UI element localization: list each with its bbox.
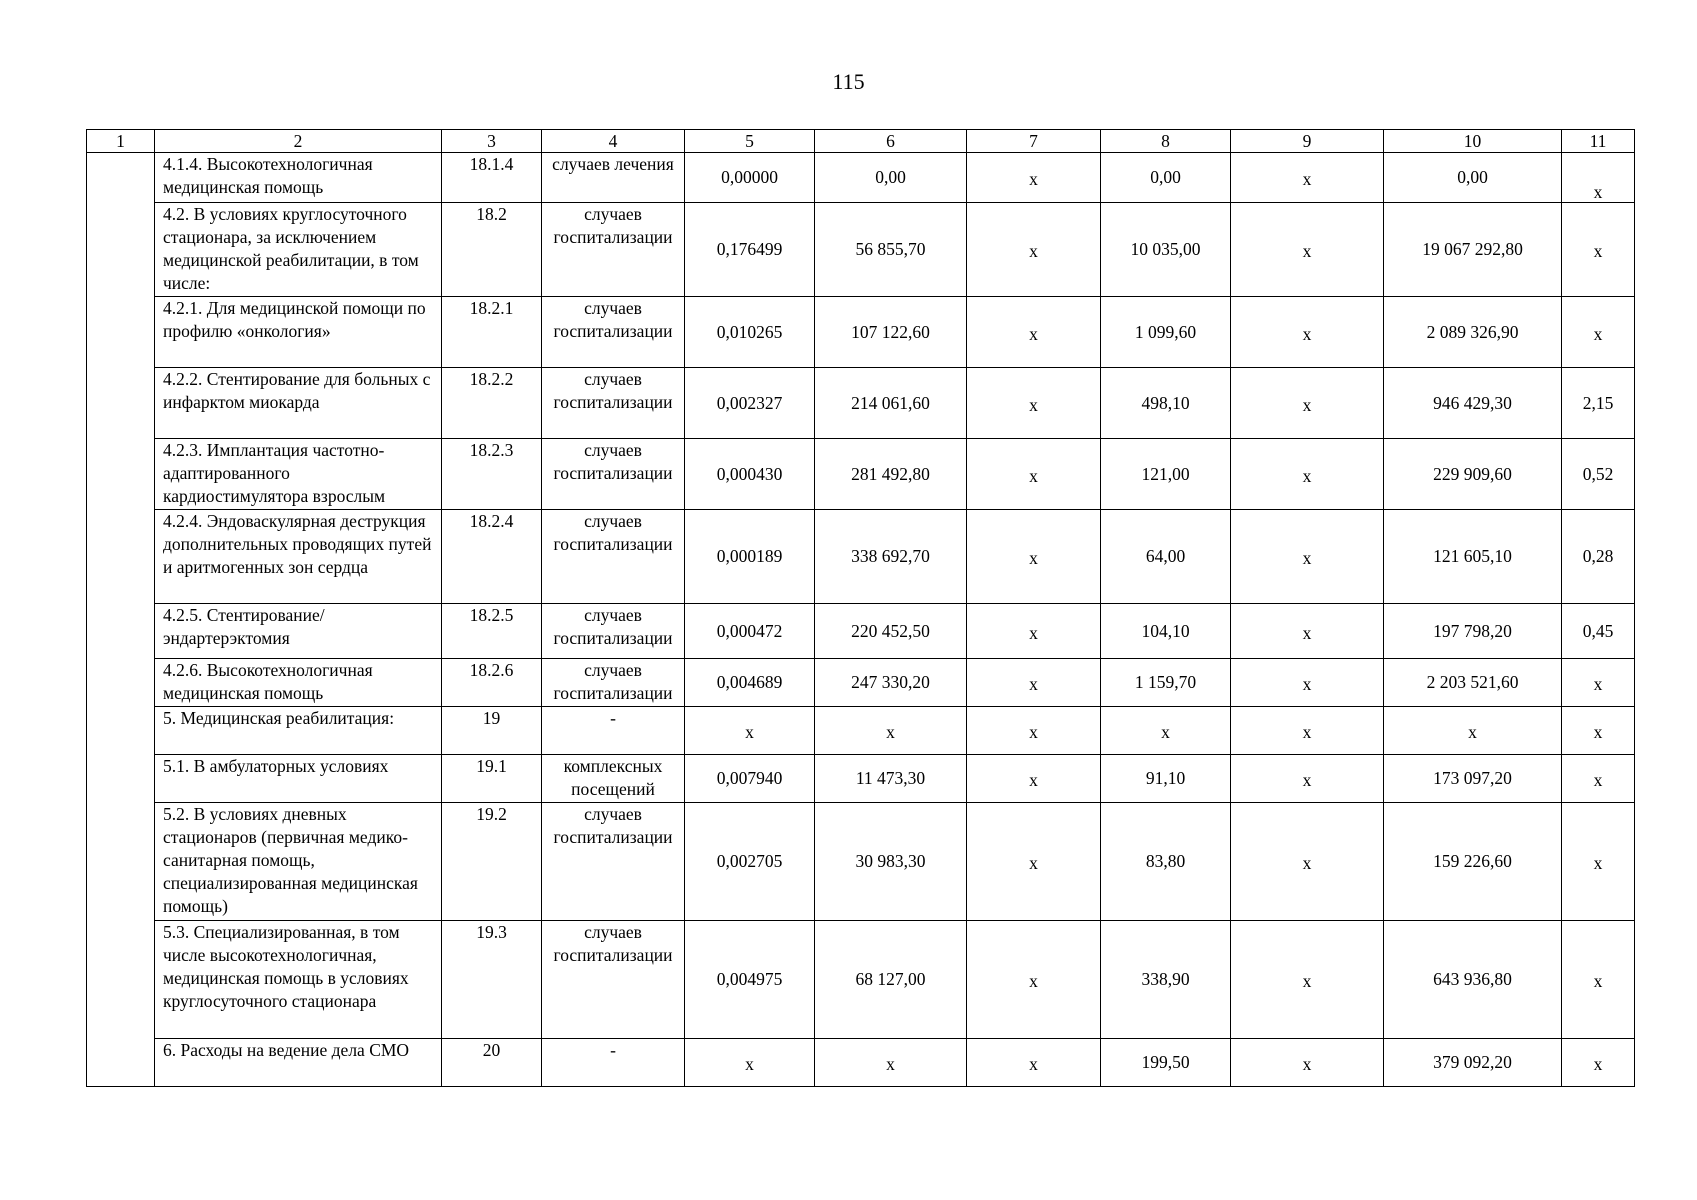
column-header: 4 bbox=[542, 130, 685, 153]
row-unit: - bbox=[542, 1039, 685, 1087]
cell-col10: х bbox=[1384, 707, 1562, 755]
table-row bbox=[87, 755, 1635, 803]
column-header: 3 bbox=[442, 130, 542, 153]
cell-col6: х bbox=[815, 707, 967, 755]
row-code: 18.2.6 bbox=[442, 659, 542, 707]
row-unit: случаев госпитализации bbox=[542, 803, 685, 921]
cell-col9: х bbox=[1231, 297, 1384, 368]
row-unit: случаев госпитализации bbox=[542, 604, 685, 659]
cell-col6: 11 473,30 bbox=[815, 755, 967, 803]
cell-col10: 121 605,10 bbox=[1384, 510, 1562, 604]
cell-col7: х bbox=[967, 755, 1101, 803]
cell-col7: х bbox=[967, 921, 1101, 1039]
row-unit: - bbox=[542, 707, 685, 755]
column-header: 11 bbox=[1562, 130, 1635, 153]
cell-col8: 498,10 bbox=[1101, 368, 1231, 439]
row-code: 18.2.2 bbox=[442, 368, 542, 439]
table-row bbox=[87, 439, 1635, 510]
column-header: 10 bbox=[1384, 130, 1562, 153]
row-name: 6. Расходы на ведение дела СМО bbox=[155, 1039, 442, 1087]
row-name: 4.1.4. Высокотехнологичная медицинская помощь bbox=[155, 153, 442, 203]
cell-col11: х bbox=[1562, 153, 1635, 203]
row-unit: случаев госпитализации bbox=[542, 203, 685, 297]
cell-col10: 197 798,20 bbox=[1384, 604, 1562, 659]
cell-col11: 0,52 bbox=[1562, 439, 1635, 510]
table-row bbox=[87, 1039, 1635, 1087]
cell-col6: 281 492,80 bbox=[815, 439, 967, 510]
cell-col5: 0,010265 bbox=[685, 297, 815, 368]
cell-col10: 946 429,30 bbox=[1384, 368, 1562, 439]
cell-col8: 104,10 bbox=[1101, 604, 1231, 659]
cell-col6: х bbox=[815, 1039, 967, 1087]
cell-col8: х bbox=[1101, 707, 1231, 755]
cell-col10: 159 226,60 bbox=[1384, 803, 1562, 921]
table-row bbox=[87, 153, 1635, 203]
row-unit: случаев госпитализации bbox=[542, 921, 685, 1039]
cell-col5: 0,002327 bbox=[685, 368, 815, 439]
row-code: 18.2.4 bbox=[442, 510, 542, 604]
cell-col10: 2 203 521,60 bbox=[1384, 659, 1562, 707]
cell-col9: х bbox=[1231, 153, 1384, 203]
cell-col5: х bbox=[685, 707, 815, 755]
row-unit: комплексных посещений bbox=[542, 755, 685, 803]
cell-col7: х bbox=[967, 203, 1101, 297]
row-code: 19.2 bbox=[442, 803, 542, 921]
cell-col11: х bbox=[1562, 297, 1635, 368]
row-name: 5. Медицинская реабилитация: bbox=[155, 707, 442, 755]
cell-col7: х bbox=[967, 439, 1101, 510]
table-row bbox=[87, 659, 1635, 707]
cell-col5: 0,000472 bbox=[685, 604, 815, 659]
row-name: 4.2.3. Имплантация частотно-адаптированного кардиостимулятора взрослым bbox=[155, 439, 442, 510]
cell-col8: 91,10 bbox=[1101, 755, 1231, 803]
table-row bbox=[87, 707, 1635, 755]
cell-col10: 229 909,60 bbox=[1384, 439, 1562, 510]
cell-col7: х bbox=[967, 659, 1101, 707]
cell-col11: х bbox=[1562, 803, 1635, 921]
cell-col6: 30 983,30 bbox=[815, 803, 967, 921]
row-unit: случаев госпитализации bbox=[542, 368, 685, 439]
cell-col9: х bbox=[1231, 755, 1384, 803]
column-header: 2 bbox=[155, 130, 442, 153]
table-row bbox=[87, 203, 1635, 297]
row-name: 4.2.1. Для медицинской помощи по профилю «онкология» bbox=[155, 297, 442, 368]
cell-col11: х bbox=[1562, 203, 1635, 297]
column-header: 5 bbox=[685, 130, 815, 153]
cell-col8: 64,00 bbox=[1101, 510, 1231, 604]
cell-col8: 1 159,70 bbox=[1101, 659, 1231, 707]
row-name: 4.2.2. Стентирование для больных с инфарктом миокарда bbox=[155, 368, 442, 439]
cell-col8: 10 035,00 bbox=[1101, 203, 1231, 297]
row-unit: случаев госпитализации bbox=[542, 439, 685, 510]
cell-col11: х bbox=[1562, 755, 1635, 803]
row-code: 19.1 bbox=[442, 755, 542, 803]
cell-col8: 199,50 bbox=[1101, 1039, 1231, 1087]
table-row bbox=[87, 510, 1635, 604]
column-header: 9 bbox=[1231, 130, 1384, 153]
empty-first-column-cell bbox=[87, 153, 155, 1087]
cell-col6: 0,00 bbox=[815, 153, 967, 203]
cell-col9: х bbox=[1231, 1039, 1384, 1087]
row-name: 4.2.5. Стентирование/эндартерэктомия bbox=[155, 604, 442, 659]
cell-col8: 0,00 bbox=[1101, 153, 1231, 203]
cell-col7: х bbox=[967, 297, 1101, 368]
cell-col9: х bbox=[1231, 707, 1384, 755]
cell-col11: х bbox=[1562, 659, 1635, 707]
cell-col5: 0,002705 bbox=[685, 803, 815, 921]
row-code: 18.2.5 bbox=[442, 604, 542, 659]
row-code: 18.2.1 bbox=[442, 297, 542, 368]
cell-col9: х bbox=[1231, 510, 1384, 604]
cell-col6: 214 061,60 bbox=[815, 368, 967, 439]
cell-col10: 0,00 bbox=[1384, 153, 1562, 203]
column-header: 1 bbox=[87, 130, 155, 153]
cell-col5: 0,004975 bbox=[685, 921, 815, 1039]
row-name: 5.3. Специализированная, в том числе высокотехнологичная, медицинская помощь в условиях круглосуточного стационара bbox=[155, 921, 442, 1039]
table-row bbox=[87, 604, 1635, 659]
column-number-row bbox=[87, 130, 1635, 153]
row-name: 5.1. В амбулаторных условиях bbox=[155, 755, 442, 803]
cell-col7: х bbox=[967, 604, 1101, 659]
cell-col10: 643 936,80 bbox=[1384, 921, 1562, 1039]
cell-col10: 2 089 326,90 bbox=[1384, 297, 1562, 368]
cell-col7: х bbox=[967, 1039, 1101, 1087]
cell-col7: х bbox=[967, 707, 1101, 755]
row-code: 19.3 bbox=[442, 921, 542, 1039]
cell-col9: х bbox=[1231, 604, 1384, 659]
table-row bbox=[87, 921, 1635, 1039]
cell-col6: 107 122,60 bbox=[815, 297, 967, 368]
cell-col11: 2,15 bbox=[1562, 368, 1635, 439]
row-unit: случаев госпитализации bbox=[542, 659, 685, 707]
cell-col5: 0,007940 bbox=[685, 755, 815, 803]
table-row bbox=[87, 297, 1635, 368]
column-header: 7 bbox=[967, 130, 1101, 153]
row-unit: случаев госпитализации bbox=[542, 510, 685, 604]
row-code: 20 bbox=[442, 1039, 542, 1087]
cell-col9: х bbox=[1231, 803, 1384, 921]
cell-col5: 0,176499 bbox=[685, 203, 815, 297]
cell-col5: 0,004689 bbox=[685, 659, 815, 707]
cell-col7: х bbox=[967, 803, 1101, 921]
cell-col9: х bbox=[1231, 203, 1384, 297]
row-code: 18.1.4 bbox=[442, 153, 542, 203]
cell-col5: 0,000189 bbox=[685, 510, 815, 604]
page-number: 115 bbox=[832, 69, 865, 94]
row-code: 19 bbox=[442, 707, 542, 755]
cell-col8: 83,80 bbox=[1101, 803, 1231, 921]
cell-col6: 338 692,70 bbox=[815, 510, 967, 604]
cell-col5: 0,00000 bbox=[685, 153, 815, 203]
row-name: 4.2. В условиях круглосуточного стационара, за исключением медицинской реабилитации, в том числе: bbox=[155, 203, 442, 297]
row-name: 5.2. В условиях дневных стационаров (первичная медико-санитарная помощь, специализированная медицинская помощь) bbox=[155, 803, 442, 921]
cell-col7: х bbox=[967, 153, 1101, 203]
cell-col8: 338,90 bbox=[1101, 921, 1231, 1039]
cell-col9: х bbox=[1231, 439, 1384, 510]
cell-col5: х bbox=[685, 1039, 815, 1087]
data-table bbox=[86, 129, 1635, 1087]
row-code: 18.2.3 bbox=[442, 439, 542, 510]
column-header: 6 bbox=[815, 130, 967, 153]
row-unit: случаев лечения bbox=[542, 153, 685, 203]
row-name: 4.2.4. Эндоваскулярная деструкция дополнительных проводящих путей и аритмогенных зон сердца bbox=[155, 510, 442, 604]
cell-col11: х bbox=[1562, 1039, 1635, 1087]
cell-col5: 0,000430 bbox=[685, 439, 815, 510]
cell-col9: х bbox=[1231, 368, 1384, 439]
row-unit: случаев госпитализации bbox=[542, 297, 685, 368]
cell-col11: х bbox=[1562, 707, 1635, 755]
cell-col10: 379 092,20 bbox=[1384, 1039, 1562, 1087]
cell-col6: 68 127,00 bbox=[815, 921, 967, 1039]
cell-col8: 1 099,60 bbox=[1101, 297, 1231, 368]
cell-col8: 121,00 bbox=[1101, 439, 1231, 510]
cell-col10: 173 097,20 bbox=[1384, 755, 1562, 803]
cell-col9: х bbox=[1231, 659, 1384, 707]
cell-col7: х bbox=[967, 510, 1101, 604]
table-row bbox=[87, 368, 1635, 439]
cell-col6: 247 330,20 bbox=[815, 659, 967, 707]
cell-col11: х bbox=[1562, 921, 1635, 1039]
cell-col6: 56 855,70 bbox=[815, 203, 967, 297]
cell-col9: х bbox=[1231, 921, 1384, 1039]
column-header: 8 bbox=[1101, 130, 1231, 153]
cell-col7: х bbox=[967, 368, 1101, 439]
cell-col6: 220 452,50 bbox=[815, 604, 967, 659]
cell-col11: 0,45 bbox=[1562, 604, 1635, 659]
cell-col10: 19 067 292,80 bbox=[1384, 203, 1562, 297]
row-name: 4.2.6. Высокотехнологичная медицинская помощь bbox=[155, 659, 442, 707]
cell-col11: 0,28 bbox=[1562, 510, 1635, 604]
row-code: 18.2 bbox=[442, 203, 542, 297]
table-row bbox=[87, 803, 1635, 921]
